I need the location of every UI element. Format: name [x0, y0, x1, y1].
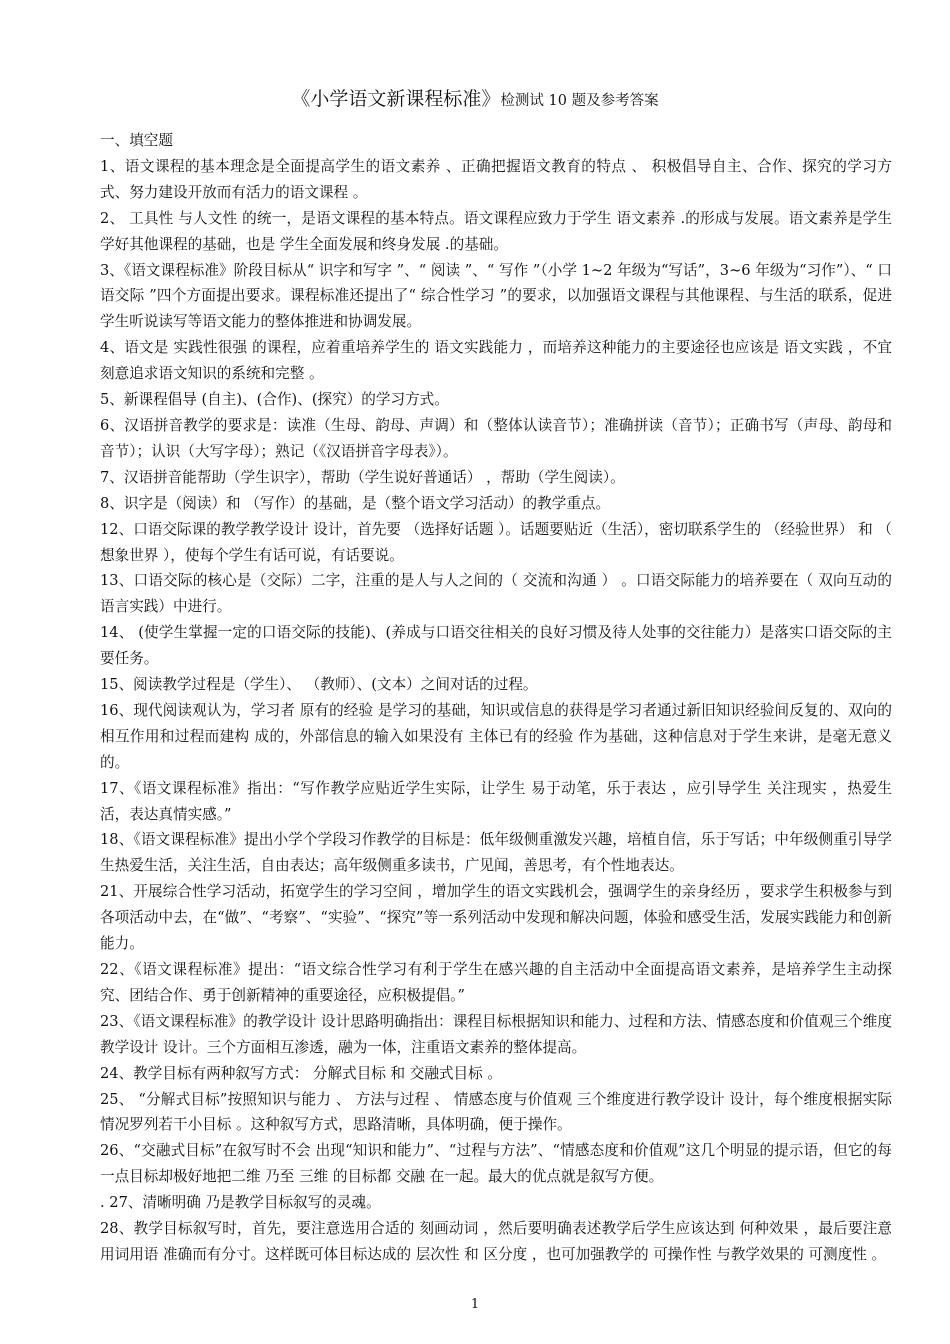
question-item: 28、教学目标叙写时，首先，要注意选用合适的 刻画动词 ，然后要明确表述教学后学生应该达到 何种效果 ，最后要注意用词用语 准确而有分寸。这样既可体目标达成的 层次性 和 区分度 ，也可加强教学的 可操作性 与教学效果的 可测度性 。: [100, 1220, 892, 1263]
question-item: 24、教学目标有两种叙写方式： 分解式目标 和 交融式目标 。: [100, 1064, 502, 1082]
document-body: [100, 128, 892, 1268]
question-item: 13、口语交际的核心是（交际）二字，注重的是人与人之间的（ 交流和沟通 ） 。口语交际能力的培养要在（ 双向互动的语言实践）中进行。: [100, 572, 892, 616]
question-item: 14、 (使学生掌握一定的口语交际的技能)、(养成与口语交往相关的良好习惯及待人处事的交往能力）是落实口语交际的主要任务。: [100, 624, 892, 668]
question-item: 1、语文课程的基本理念是全面提高学生的语文素养 、正确把握语文教育的特点 、 积极倡导自主、合作、探究的学习方式、努力建设开放而有活力的语文课程 。: [100, 157, 892, 201]
question-item: 26、“交融式目标”在叙写时不会 出现“知识和能力”、“过程与方法”、“情感态度和价值观”这几个明显的提示语，但它的每一点目标却极好地把二维 乃至 三维 的目标都 交融 在一起。最大的优点就是叙写方便。: [100, 1142, 892, 1186]
question-item: 23、《语文课程标准》的教学设计 设计思路明确指出：课程目标根据知识和能力、过程和方法、情感态度和价值观三个维度教学设计 设计。三个方面相互渗透，融为一体，注重语文素养的整体提高。: [100, 1012, 892, 1056]
page-number: 1: [470, 1297, 480, 1312]
question-item: 17、《语文课程标准》指出：“写作教学应贴近学生实际，让学生 易于动笔，乐于表达 ，应引导学生 关注现实 ，热爱生活，表达真情实感。”: [100, 779, 892, 823]
question-item: 2、 工具性 与人文性 的统一，是语文课程的基本特点。语文课程应致力于学生 语文素养 .的形成与发展。语文素养是学生学好其他课程的基础，也是 学生全面发展和终身发展 .的基础。: [100, 209, 892, 253]
question-item: 21、开展综合性学习活动，拓宽学生的学习空间 ，增加学生的语文实践机会，强调学生的亲身经历 ，要求学生积极参与到各项活动中去，在“做”、“考察”、“实验”、“探究”等一系列活动中发现和解决问题，体验和感受生活，发展实践能力和创新能力。: [100, 883, 892, 953]
question-item: 18、《语文课程标准》提出小学个学段习作教学的目标是：低年级侧重激发兴趣，培植自信，乐于写话；中年级侧重引导学生热爱生活，关注生活，自由表达；高年级侧重多读书，广见闻，善思考，有个性地表达。: [100, 831, 892, 875]
question-item: 22、《语文课程标准》提出：“语文综合性学习有利于学生在感兴趣的自主活动中全面提高语文素养，是培养学生主动探究、团结合作、勇于创新精神的重要途径，应积极提倡。”: [100, 961, 892, 1004]
question-item: 16、现代阅读观认为，学习者 原有的经验 是学习的基础，知识或信息的获得是学习者通过新旧知识经验间反复的、双向的相互作用和过程而建构 成的，外部信息的输入如果没有 主体已有的经验 作为基础，这种信息对于学生来讲，是毫无意义的。: [100, 701, 892, 771]
question-item: 7、汉语拼音能帮助（学生识字），帮助（学生说好普通话） ，帮助（学生阅读）。: [100, 468, 625, 486]
title-subtitle: 检测试 10 题及参考答案: [500, 93, 659, 109]
section-heading: 一、填空题: [100, 132, 173, 149]
question-item: . 27、清晰明确 乃是教学目标叙写的灵魂。: [100, 1194, 381, 1212]
question-item: 3、《语文课程标准》阶段目标从“ 识字和写字 ”、“ 阅读 ”、“ 写作 ”（小学 1~2 年级为“写话”，3~6 年级为“习作”）、“ 口语交际 ”四个方面提出要求。课程标准还提出了“ 综合性学习 ”的要求，以加强语文课程与其他课程、与生活的联系，促进学生听说读写等语文能力的整体推进和协调发展。: [100, 261, 892, 331]
question-item: 8、识字是（阅读）和 （写作）的基础，是（整个语文学习活动）的教学重点。: [100, 494, 611, 512]
question-item: 5、新课程倡导 (自主)、(合作)、(探究）的学习方式。: [100, 391, 449, 409]
question-item: 4、语文是 实践性很强 的课程，应着重培养学生的 语文实践能力 ，而培养这种能力的主要途径也应该是 语文实践 ，不宜刻意追求语文知识的系统和完整 。: [100, 339, 892, 383]
question-item: 15、阅读教学过程是（学生）、 （教师）、(文本）之间对话的过程。: [100, 676, 538, 694]
question-item: 25、 “分解式目标”按照知识与能力 、 方法与过程 、 情感态度与价值观 三个维度进行教学设计 设计，每个维度根据实际情况罗列若干小目标 。这种叙写方式，思路清晰，具体明确，便于操作。: [100, 1090, 892, 1134]
question-item: 6、汉语拼音教学的要求是：读准（生母、韵母、声调）和（整体认读音节）；准确拼读（音节）；正确书写（声母、韵母和音节）；认识（大写字母）；熟记（《汉语拼音字母表》）。: [100, 416, 892, 460]
document-title: [0, 84, 950, 116]
question-item: 12、口语交际课的教学教学设计 设计，首先要 （选择好话题 ）。话题要贴近（生活），密切联系学生的 （经验世界） 和 （ 想象世界 ），使每个学生有话可说，有话要说。: [100, 520, 892, 564]
title-main: 《小学语文新课程标准》: [291, 88, 501, 110]
